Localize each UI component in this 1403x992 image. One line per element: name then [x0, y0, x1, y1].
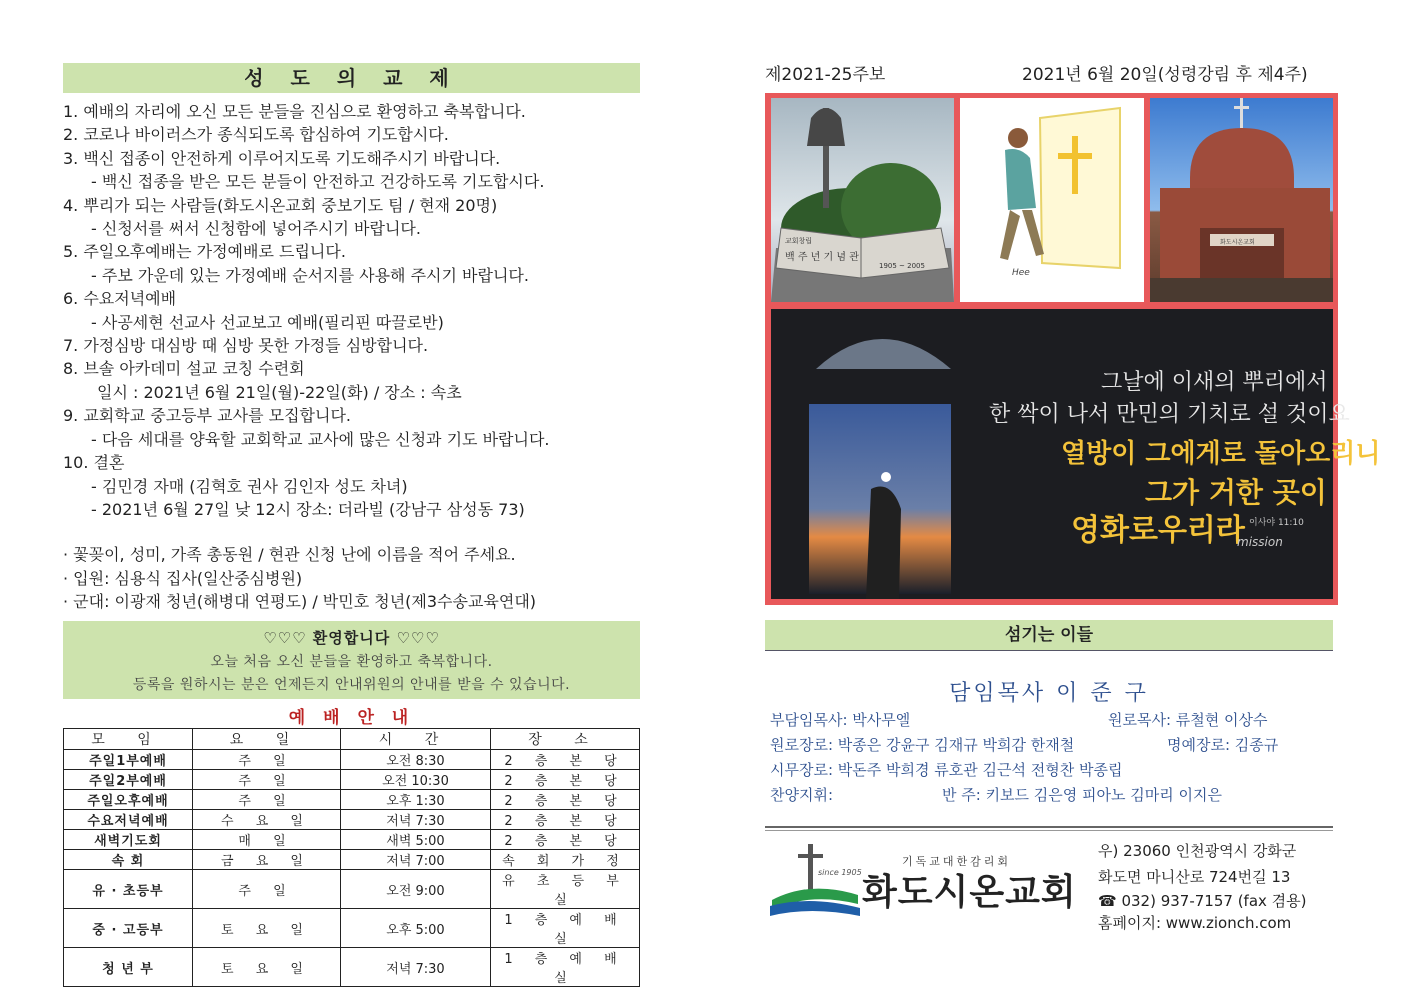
- cell: 새벽기도회: [64, 830, 193, 850]
- verse-photo: [771, 309, 1381, 599]
- verse-line: 영화로우리라: [1071, 513, 1245, 548]
- address-line: 화도면 마니산로 724번길 13: [1098, 868, 1291, 886]
- welcome-line: 오늘 처음 오신 분들을 환영하고 축복합니다.: [210, 654, 493, 670]
- phone: ☎ 032) 937-7157 (fax 겸용): [1098, 892, 1307, 910]
- divider: [765, 830, 1333, 831]
- bullet-item: · 군대: 이광재 청년(해병대 연평도) / 박민호 청년(제3수송교육연대): [63, 592, 537, 612]
- table-row: [64, 870, 640, 909]
- cell: 오전 10:30: [341, 770, 491, 790]
- church-sign: 화도시온교회: [1220, 239, 1255, 246]
- welcome-title: ♡♡♡ 환영합니다 ♡♡♡: [263, 629, 440, 647]
- photo-collage: [765, 93, 1381, 605]
- news-subitem: 일시 : 2021년 6월 21일(월)-22일(화) / 장소 : 속초: [97, 382, 462, 402]
- verse-reference: 이사야 11:10: [1249, 518, 1304, 528]
- table-row: [64, 830, 640, 850]
- news-subitem: - 2021년 6월 27일 낮 12시 장소: 더라빌 (강남구 삼성동 73): [91, 499, 525, 519]
- senior-pastor: 담임목사 이 준 구: [949, 681, 1149, 706]
- cell: 2 층 본 당: [491, 790, 640, 810]
- news-item: 6. 수요저녁예배: [63, 289, 177, 309]
- table-row: [64, 909, 640, 948]
- table-row: [64, 850, 640, 870]
- worship-title: 예 배 안 내: [288, 708, 415, 728]
- cell: 저녁 7:30: [341, 810, 491, 830]
- cell: 금 요 일: [193, 850, 341, 870]
- cell: 청 년 부: [64, 948, 193, 987]
- address-line: 우) 23060 인천광역시 강화군: [1098, 842, 1297, 860]
- verse-line: 한 싹이 나서 만민의 기치로 설 것이요: [989, 402, 1350, 427]
- cell: 2 층 본 당: [491, 830, 640, 850]
- cell: 유 · 초등부: [64, 870, 193, 909]
- worship-table: [63, 728, 640, 987]
- news-item: 8. 브솔 아카데미 설교 코칭 수련회: [63, 359, 305, 379]
- news-item: 9. 교회학교 중고등부 교사를 모집합니다.: [63, 406, 351, 426]
- cell: 주 일: [193, 870, 341, 909]
- fellowship-title: 성 도 의 교 제: [244, 66, 459, 90]
- news-subitem: - 신청서를 써서 신청함에 넣어주시기 바랍니다.: [91, 219, 421, 239]
- news-subitem: - 주보 가운데 있는 가정예배 순서지를 사용해 주시기 바랍니다.: [91, 265, 529, 285]
- news-item: 4. 뿌리가 되는 사람들(화도시온교회 중보기도 팀 / 현재 20명): [63, 195, 498, 215]
- welcome-box: [63, 621, 640, 699]
- table-row: [64, 810, 640, 830]
- cross-wave-logo-icon: [770, 840, 860, 920]
- honorary-elder: 명예장로: 김종규: [1167, 736, 1279, 754]
- cell: 속 회 가 정: [491, 850, 640, 870]
- cell: 주일오후예배: [64, 790, 193, 810]
- cell: 토 요 일: [193, 948, 341, 987]
- church-building-image: [1150, 98, 1333, 302]
- monument-label-small: 교회창립: [785, 237, 813, 245]
- bulletin-number: 제2021-25주보: [765, 65, 886, 85]
- church-building-photo: [1150, 98, 1333, 302]
- cell: 유 초 등 부 실: [491, 870, 640, 909]
- bulletin-date: 2021년 6월 20일(성령강림 후 제4주): [1022, 65, 1308, 85]
- cell: 1 층 예 배 실: [491, 909, 640, 948]
- cell: 새벽 5:00: [341, 830, 491, 850]
- table-row: [64, 790, 640, 810]
- cell: 속 회: [64, 850, 193, 870]
- church-name: 화도시온교회: [862, 872, 1077, 913]
- column-header: 요 일: [193, 729, 341, 750]
- divider: [765, 826, 1333, 828]
- verse-line: 그가 거한 곳이: [1145, 476, 1327, 509]
- news-subitem: - 김민경 자매 (김혁호 권사 김인자 성도 차녀): [91, 476, 408, 496]
- monument-years: 1905 ~ 2005: [879, 262, 925, 270]
- associate-pastor: 부담임목사: 박사무엘: [770, 711, 911, 729]
- news-item: 7. 가정심방 대심방 때 심방 못한 가정들 심방합니다.: [63, 336, 429, 356]
- table-row: [64, 750, 640, 770]
- fellowship-header: [63, 63, 640, 93]
- welcome-line: 등록을 원하시는 분은 언제든지 안내위원의 안내를 받을 수 있습니다.: [132, 677, 571, 693]
- column-header: 모 임: [64, 729, 193, 750]
- elders-emeritus: 원로장로: 박종은 강윤구 김재규 박희감 한재철: [770, 736, 1075, 754]
- verse-signature: mission: [1237, 535, 1283, 549]
- officers-title: 섬기는 이들: [1004, 625, 1094, 645]
- cell: 저녁 7:30: [341, 948, 491, 987]
- bullet-item: · 입원: 심용식 집사(일산중심병원): [63, 568, 303, 588]
- cell: 오후 1:30: [341, 790, 491, 810]
- bullet-list: [63, 543, 663, 613]
- table-header-row: [64, 729, 640, 750]
- news-item: 5. 주일오후예배는 가정예배로 드립니다.: [63, 242, 346, 262]
- choir-director: 찬양지휘:: [770, 786, 834, 804]
- monument-label: 백 주 년 기 념 관: [785, 252, 859, 263]
- accompanists: 반 주: 키보드 김은영 피아노 김마리 이지은: [942, 786, 1222, 804]
- cell: 주일1부예배: [64, 750, 193, 770]
- retired-pastor: 원로목사: 류철현 이상수: [1108, 711, 1268, 729]
- cell: 토 요 일: [193, 909, 341, 948]
- cell: 2 층 본 당: [491, 810, 640, 830]
- news-subitem: - 백신 접종을 받은 모든 분들이 안전하고 건강하도록 기도합시다.: [91, 172, 545, 192]
- cell: 주일2부예배: [64, 770, 193, 790]
- news-item: 10. 결혼: [63, 453, 125, 473]
- news-subitem: - 사공세현 선교사 선교보고 예배(필리핀 따끌로반): [91, 312, 444, 332]
- cell: 2 층 본 당: [491, 750, 640, 770]
- bullet-item: · 꽃꽂이, 성미, 가족 총동원 / 현관 신청 난에 이름을 적어 주세요.: [63, 545, 516, 565]
- officers-header: [765, 620, 1333, 651]
- bell-monument-image: [771, 98, 954, 302]
- cell: 수요저녁예배: [64, 810, 193, 830]
- news-item: 1. 예배의 자리에 오신 모든 분들을 진심으로 환영하고 축복합니다.: [63, 102, 526, 121]
- column-header: 장 소: [491, 729, 640, 750]
- bell-monument-photo: [771, 98, 954, 302]
- verse-line: 열방이 그에게로 돌아오리니: [1061, 439, 1381, 469]
- cell: 주 일: [193, 790, 341, 810]
- cell: 매 일: [193, 830, 341, 850]
- news-item: 3. 백신 접종이 안전하게 이루어지도록 기도해주시기 바랍니다.: [63, 148, 501, 168]
- walking-man-image: [960, 98, 1144, 302]
- table-row: [64, 948, 640, 987]
- walking-man-illustration: [960, 98, 1144, 302]
- artist-signature: Hee: [1012, 268, 1030, 278]
- cell: 중 · 고등부: [64, 909, 193, 948]
- cell: 오후 5:00: [341, 909, 491, 948]
- cell: 오전 8:30: [341, 750, 491, 770]
- table-row: [64, 770, 640, 790]
- news-item: 2. 코로나 바이러스가 종식되도록 합심하여 기도합시다.: [63, 125, 449, 145]
- news-subitem: - 다음 세대를 양육할 교회학교 교사에 많은 신청과 기도 바랍니다.: [91, 429, 550, 449]
- cell: 수 요 일: [193, 810, 341, 830]
- cell: 주 일: [193, 750, 341, 770]
- cell: 2 층 본 당: [491, 770, 640, 790]
- verse-line: 그날에 이새의 뿌리에서: [1101, 370, 1328, 395]
- cell: 주 일: [193, 770, 341, 790]
- denomination: 기독교대한감리회: [902, 855, 1012, 868]
- since-label: since 1905: [818, 868, 862, 877]
- news-list: [63, 100, 663, 614]
- column-header: 시 간: [341, 729, 491, 750]
- active-elders: 시무장로: 박돈주 박희경 류호관 김근석 전형찬 박종립: [770, 761, 1123, 779]
- cell: 저녁 7:00: [341, 850, 491, 870]
- homepage-link[interactable]: 홈페이지: www.zionch.com: [1098, 914, 1292, 932]
- cell: 오전 9:00: [341, 870, 491, 909]
- cell: 1 층 예 배 실: [491, 948, 640, 987]
